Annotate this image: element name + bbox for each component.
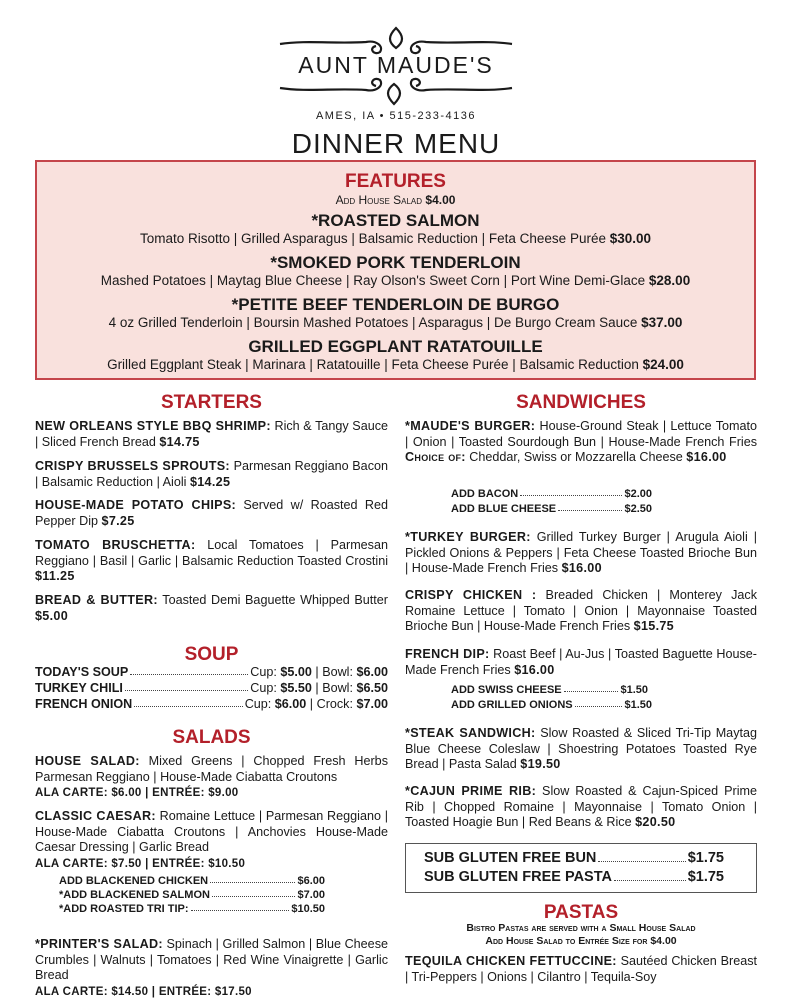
addon-label: ADD BLUE CHEESE [451, 503, 557, 515]
bullet-separator: • [379, 110, 390, 122]
soup-name: TURKEY CHILI [35, 681, 123, 695]
addon-price: $6.00 [297, 875, 325, 887]
price: $5.50 [280, 681, 312, 695]
salad-item [35, 809, 388, 872]
pastas-title: PASTAS [543, 902, 619, 923]
add-salad-label: Add House Salad [335, 193, 423, 207]
price: $5.00 [280, 665, 312, 679]
item-desc: Mixed Greens | Chopped Fresh Herbs Parmesan Reggiano | House-Made Ciabatta Croutons [35, 754, 388, 784]
item-desc: Slow Roasted & Sliced Tri-Tip Maytag Blue Cheese Coleslaw | Shoestring Potatoes Toasted Rye Bread | Pasta Salad [405, 726, 757, 771]
item-name: *PRINTER'S SALAD: [35, 937, 163, 951]
dot-leader [125, 690, 248, 691]
pasta-note: Bistro Pastas are served with a Small House Salad [466, 922, 696, 934]
addon-label: ADD BACON [451, 488, 519, 500]
dot-leader [564, 691, 619, 692]
item-name: TOMATO BRUSCHETTA: [35, 538, 196, 552]
gluten-price: $1.75 [687, 850, 724, 866]
gluten-label: SUB GLUTEN FREE PASTA [424, 869, 612, 885]
item-desc: Roast Beef | Au-Jus | Toasted Baguette House-Made French Fries [405, 647, 757, 677]
salad-addon [59, 903, 325, 915]
starter-item [35, 538, 388, 585]
gluten-label: SUB GLUTEN FREE BUN [424, 850, 597, 866]
item-price: $16.00 [686, 450, 727, 464]
dot-leader [575, 706, 623, 707]
addon-label: *ADD ROASTED TRI TIP: [59, 903, 189, 915]
gluten-row [424, 869, 724, 885]
soup-row [35, 681, 388, 695]
item-desc: Toasted Demi Baguette Whipped Butter [162, 593, 389, 607]
size-label: Cup: [250, 681, 277, 695]
soup-row [35, 697, 388, 711]
salad-item [35, 754, 388, 802]
size-label: Crock: [316, 697, 353, 711]
salad-item [35, 937, 388, 1000]
dot-leader [212, 896, 296, 897]
price: $6.00 [274, 697, 307, 711]
dot-leader [210, 882, 295, 883]
addon-price: $1.50 [620, 684, 648, 696]
feature-name: *ROASTED SALMON [311, 211, 480, 230]
soup-prices: Cup: $6.00 | Crock: $7.00 [244, 697, 388, 711]
addon-price: $10.50 [291, 903, 325, 915]
price: $7.00 [356, 697, 388, 711]
sandwich-addon [451, 699, 652, 711]
addon-price: $7.00 [297, 889, 325, 901]
feature-price: $37.00 [641, 315, 683, 330]
item-price: $11.25 [35, 569, 75, 583]
feature-desc [37, 273, 754, 288]
starter-item [35, 419, 388, 450]
item-desc: Parmesan Reggiano Bacon | Balsamic Reduction | Aioli [35, 459, 388, 489]
add-salad-price: $4.00 [425, 193, 456, 207]
item-price: ALA CARTE: $6.00 | ENTRÉE: $9.00 [35, 787, 239, 799]
feature-name: GRILLED EGGPLANT RATATOUILLE [248, 337, 543, 356]
addon-label: ADD GRILLED ONIONS [451, 699, 573, 711]
feature-price: $28.00 [648, 273, 691, 288]
item-desc: Rich & Tangy Sauce | Sliced French Bread [35, 419, 389, 449]
addon-label: ADD BLACKENED CHICKEN [59, 875, 209, 887]
item-price: $7.25 [101, 513, 135, 528]
dot-leader [558, 510, 622, 511]
addon-label: ADD SWISS CHEESE [451, 684, 562, 696]
item-desc: Romaine Lettuce | Parmesan Reggiano | House-Made Ciabatta Croutons | Anchovies House-Made Caesar Dressing | Garlic Bread [35, 809, 388, 854]
pasta-note: Add House Salad to Entrée Size for $4.00 [485, 935, 677, 947]
item-name: HOUSE SALAD: [35, 754, 140, 768]
pasta-item [405, 954, 757, 985]
feature-desc [37, 231, 754, 246]
item-price: $16.00 [561, 561, 602, 575]
sandwich-addon [451, 503, 652, 515]
feature-desc [37, 315, 754, 330]
phone: 515-233-4136 [389, 110, 477, 122]
soup-name: FRENCH ONION [35, 697, 133, 711]
features-box [35, 160, 756, 380]
choice-label: Choice of: [405, 450, 466, 464]
addon-price: $2.50 [624, 503, 652, 515]
pasta-notes [405, 922, 757, 948]
features-add-salad [37, 193, 754, 207]
item-name: CLASSIC CAESAR: [35, 809, 156, 823]
item-price: $14.25 [189, 474, 231, 489]
item-desc: Local Tomatoes | Parmesan Reggiano | Basil | Garlic | Balsamic Reduction Toasted Crostini [35, 538, 388, 568]
item-name: TEQUILA CHICKEN FETTUCCINE: [405, 954, 617, 968]
features-title: FEATURES [345, 171, 446, 192]
item-price: $20.50 [635, 815, 676, 829]
item-name: NEW ORLEANS STYLE BBQ SHRIMP: [35, 419, 271, 433]
dot-leader [191, 910, 290, 911]
size-label: Bowl: [322, 681, 353, 695]
item-desc: Spinach | Grilled Salmon | Blue Cheese Crumbles | Walnuts | Tomatoes | Red Wine Vinaigrette | Garlic Bread [35, 937, 388, 982]
price: $6.00 [356, 665, 388, 679]
feature-desc-text: 4 oz Grilled Tenderloin | Boursin Mashed Potatoes | Asparagus | De Burgo Cream Sauce [108, 315, 638, 330]
feature-name: *PETITE BEEF TENDERLOIN DE BURGO [231, 295, 560, 314]
feature-desc-text: Grilled Eggplant Steak | Marinara | Ratatouille | Feta Cheese Purée | Balsamic Reduction [107, 357, 639, 372]
item-name: *MAUDE'S BURGER: [405, 419, 536, 433]
sandwich-item [405, 530, 757, 577]
item-price: ALA CARTE: $14.50 | ENTRÉE: $17.50 [35, 985, 252, 998]
item-name: HOUSE-MADE POTATO CHIPS: [35, 498, 237, 512]
sandwich-item [405, 588, 757, 635]
item-price: ALA CARTE: $7.50 | ENTRÉE: $10.50 [35, 857, 246, 870]
sandwich-item [405, 419, 757, 466]
soup-prices: Cup: $5.00 | Bowl: $6.00 [250, 665, 388, 679]
restaurant-name: AUNT MAUDE'S [298, 52, 494, 78]
starters-title: STARTERS [161, 392, 262, 413]
sandwich-addon [451, 684, 648, 696]
item-desc: House-Ground Steak | Lettuce Tomato | Onion | Toasted Sourdough Bun | House-Made French Fries [405, 419, 757, 449]
choice-desc: Cheddar, Swiss or Mozzarella Cheese [469, 450, 683, 464]
item-name: *TURKEY BURGER: [405, 530, 531, 544]
size-label: Bowl: [322, 665, 353, 679]
feature-desc-text: Mashed Potatoes | Maytag Blue Cheese | Ray Olson's Sweet Corn | Port Wine Demi-Glace [100, 273, 646, 288]
menu-title: DINNER MENU [291, 128, 501, 159]
item-desc: Served w/ Roasted Red Pepper Dip [35, 498, 388, 528]
sandwiches-title: SANDWICHES [516, 392, 646, 413]
item-desc: Breaded Chicken | Monterey Jack Romaine Lettuce | Tomato | Onion | Mayonnaise Toasted Brioche Bun | House-Made French Fries [405, 588, 757, 633]
dot-leader [130, 674, 248, 675]
gluten-row [424, 850, 724, 866]
feature-desc-text: Tomato Risotto | Grilled Asparagus | Balsamic Reduction | Feta Cheese Purée [139, 231, 606, 246]
dot-leader [134, 706, 242, 707]
item-name: FRENCH DIP: [405, 647, 490, 661]
dot-leader [520, 495, 622, 496]
item-desc: Slow Roasted & Cajun-Spiced Prime Rib | Chopped Romaine | Mayonnaise | Tomato Onion | Toasted Hoagie Bun | Red Beans & Rice [405, 784, 757, 829]
gluten-price: $1.75 [687, 869, 724, 885]
gluten-free-box [405, 843, 757, 893]
soup-name: TODAY'S SOUP [35, 665, 129, 679]
feature-price: $30.00 [609, 231, 652, 246]
sandwich-item [405, 784, 757, 831]
soup-prices: Cup: $5.50 | Bowl: $6.50 [250, 681, 388, 695]
dot-leader [598, 861, 685, 862]
item-price: $15.75 [633, 619, 674, 633]
size-label: Cup: [250, 665, 277, 679]
item-desc: Grilled Turkey Burger | Arugula Aioli | Pickled Onions & Peppers | Feta Cheese Toasted Brioche Bun | House-Made French Fries [405, 530, 758, 575]
price: $6.50 [356, 681, 388, 695]
item-price: $14.75 [159, 434, 200, 449]
item-name: *CAJUN PRIME RIB: [405, 784, 537, 798]
salads-title: SALADS [172, 727, 251, 748]
size-label: Cup: [244, 697, 272, 711]
item-desc: Sautéed Chicken Breast | Tri-Peppers | Onions | Cilantro | Tequila-Soy [405, 954, 757, 984]
sandwich-addon [451, 488, 652, 500]
salad-addon [59, 875, 325, 887]
feature-price: $24.00 [642, 357, 684, 372]
starter-item [35, 593, 388, 624]
feature-desc [37, 357, 754, 372]
addon-label: *ADD BLACKENED SALMON [59, 889, 210, 901]
location: AMES, IA [315, 110, 376, 122]
item-price: $16.00 [514, 662, 555, 677]
item-name: *STEAK SANDWICH: [405, 726, 536, 740]
item-price: $19.50 [520, 757, 561, 771]
feature-name: *SMOKED PORK TENDERLOIN [270, 253, 521, 272]
starter-item [35, 498, 388, 529]
sandwich-item [405, 647, 757, 678]
item-name: CRISPY BRUSSELS SPROUTS: [35, 459, 230, 473]
sandwich-item [405, 726, 757, 773]
addon-price: $1.50 [624, 699, 652, 711]
starter-item [35, 459, 388, 490]
item-price: $5.00 [35, 608, 69, 623]
salad-addon [59, 889, 325, 901]
item-name: CRISPY CHICKEN : [405, 588, 537, 602]
location-line [0, 110, 792, 122]
soup-title: SOUP [184, 644, 239, 665]
item-name: BREAD & BUTTER: [35, 593, 158, 607]
dot-leader [614, 880, 686, 881]
soup-row [35, 665, 388, 679]
addon-price: $2.00 [624, 488, 652, 500]
